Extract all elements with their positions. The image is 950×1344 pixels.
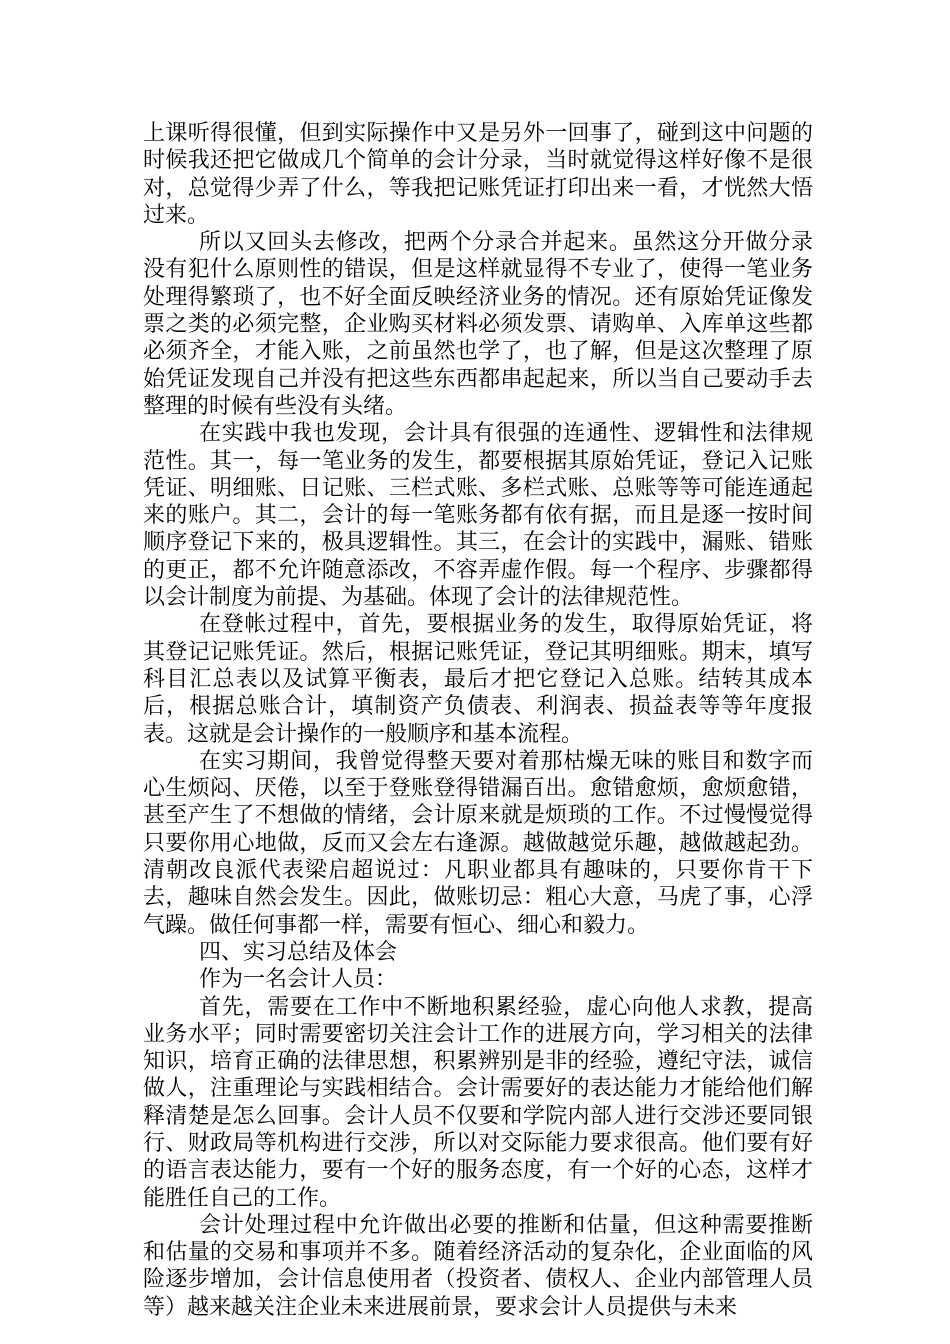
body-paragraph: 在实习期间，我曾觉得整天要对着那枯燥无味的账目和数字而心生烦闷、厌倦，以至于登账登得错漏百出。愈错愈烦，愈烦愈错，甚至产生了不想做的情绪，会计原来就是烦琐的工作。不过慢慢觉得只要你用心地做，反而又会左右逢源。越做越觉乐趣，越做越起劲。清朝改良派代表梁启超说过：凡职业都具有趣味的，只要你肯干下去，趣味自然会发生。因此，做账切忌：粗心大意，马虎了事，心浮气躁。做任何事都一样，需要有恒心、细心和毅力。 — [143, 748, 813, 938]
body-paragraph: 会计处理过程中允许做出必要的推断和估量，但这种需要推断和估量的交易和事项并不多。随着经济活动的复杂化，企业面临的风险逐步增加，会计信息使用者（投资者、债权人、企业内部管理人员等）越来越关注企业未来进展前景，要求会计人员提供与未来 — [143, 1212, 813, 1320]
section-heading: 四、实习总结及体会 — [199, 939, 398, 965]
body-paragraph: 首先，需要在工作中不断地积累经验，虚心向他人求教，提高业务水平；同时需要密切关注会计工作的进展方向，学习相关的法律知识，培育正确的法律思想，积累辨别是非的经验，遵纪守法，诚信做人，注重理论与实践相结合。会计需要好的表达能力才能给他们解释清楚是怎么回事。会计人员不仅要和学院内部人进行交涉还要同银行、财政局等机构进行交涉，所以对交际能力要求很高。他们要有好的语言表达能力，要有一个好的服务态度，有一个好的心态，这样才能胜任自己的工作。 — [143, 994, 813, 1211]
body-paragraph: 所以又回头去修改，把两个分录合并起来。虽然这分开做分录没有犯什么原则性的错误，但是这样就显得不专业了，使得一笔业务处理得繁琐了，也不好全面反映经济业务的情况。还有原始凭证像发票之类的必须完整，企业购买材料必须发票、请购单、入库单这些都必须齐全，才能入账，之前虽然也学了，也了解，但是这次整理了原始凭证发现自己并没有把这些东西都串起起来，所以当自己要动手去整理的时候有些没有头绪。 — [143, 230, 813, 419]
body-paragraph: 上课听得很懂，但到实际操作中又是另外一回事了，碰到这中问题的时候我还把它做成几个简单的会计分录，当时就觉得这样好像不是很对，总觉得少弄了什么，等我把记账凭证打印出来一看，才恍然大悟过来。 — [143, 121, 813, 228]
body-paragraph: 在实践中我也发现，会计具有很强的连通性、逻辑性和法律规范性。其一，每一笔业务的发生，都要根据其原始凭证，登记入记账凭证、明细账、日记账、三栏式账、多栏式账、总账等等可能连通起来的账户。其二，会计的每一笔账务都有依有据，而且是逐一按时间顺序登记下来的，极具逻辑性。其三，在会计的实践中，漏账、错账的更正，都不允许随意添改，不容弄虚作假。每一个程序、步骤都得以会计制度为前提、为基础。体现了会计的法律规范性。 — [143, 421, 813, 611]
document-body — [143, 120, 813, 1321]
body-paragraph: 在登帐过程中，首先，要根据业务的发生，取得原始凭证，将其登记记账凭证。然后，根据记账凭证，登记其明细账。期末，填写科目汇总表以及试算平衡表，最后才把它登记入总账。结转其成本后，根据总账合计，填制资产负债表、利润表、损益表等等年度报表。这就是会计操作的一般顺序和基本流程。 — [143, 612, 813, 747]
body-paragraph: 作为一名会计人员： — [199, 967, 398, 993]
